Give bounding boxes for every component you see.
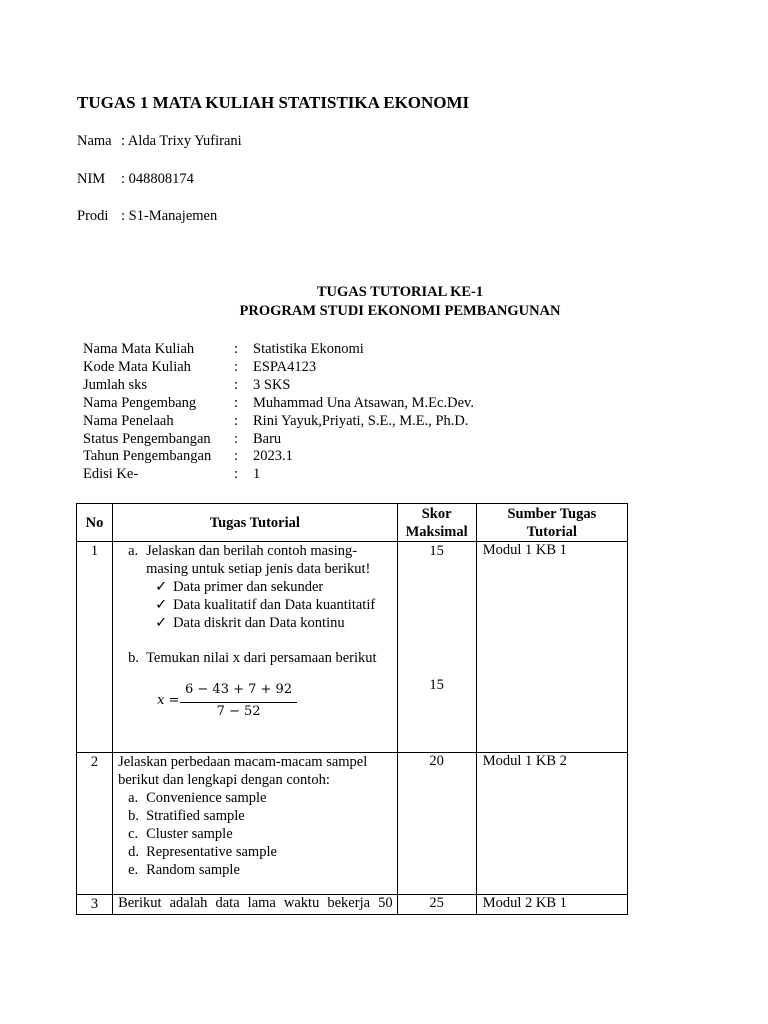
list-item: Random sample <box>146 862 240 878</box>
meta-row <box>83 359 474 377</box>
student-name-row <box>77 133 242 150</box>
meta-row <box>83 413 474 431</box>
item-marker: b. <box>128 808 139 824</box>
meta-row <box>83 431 474 449</box>
student-nim-label: NIM <box>77 171 106 187</box>
document-title: TUGAS 1 MATA KULIAH STATISTIKA EKONOMI <box>77 93 470 112</box>
task-cell <box>113 542 398 753</box>
formula-lhs: x = <box>157 693 180 708</box>
header-skor-line1: Skor <box>421 505 452 522</box>
meta-key: Status Pengembangan <box>83 430 211 447</box>
task-text: Jelaskan perbedaan macam-macam sampel <box>118 754 368 770</box>
course-metadata <box>83 341 474 484</box>
meta-key: Kode Mata Kuliah <box>83 358 191 375</box>
task-text: masing untuk setiap jenis data berikut! <box>146 561 371 577</box>
item-marker: c. <box>128 826 139 842</box>
task-text: berikut dan lengkapi dengan contoh: <box>118 772 330 788</box>
meta-value: 1 <box>253 466 261 483</box>
formula <box>157 682 317 722</box>
meta-key: Nama Penelaah <box>83 412 174 429</box>
meta-row <box>83 395 474 413</box>
meta-colon: : <box>234 376 239 393</box>
item-marker: a. <box>128 543 139 559</box>
meta-row <box>83 377 474 395</box>
header-source-line1: Sumber Tugas <box>507 505 597 522</box>
skor-cell: 25 <box>397 895 476 915</box>
table-header-row <box>77 504 628 542</box>
task-text: Jelaskan dan berilah contoh masing- <box>146 543 358 559</box>
student-prodi-row <box>77 208 217 225</box>
table-row <box>77 895 628 915</box>
check-item: Data primer dan sekunder <box>173 579 324 595</box>
source-cell: Modul 2 KB 1 <box>476 895 627 915</box>
item-marker: d. <box>128 844 139 860</box>
skor-cell <box>397 542 476 753</box>
row-number: 2 <box>77 753 113 895</box>
header-skor <box>397 504 476 542</box>
meta-value: Muhammad Una Atsawan, M.Ec.Dev. <box>253 394 474 411</box>
list-item: Cluster sample <box>146 826 233 842</box>
student-name-label: Nama <box>77 133 112 149</box>
meta-colon: : <box>234 430 239 447</box>
formula-denominator: 7 − 52 <box>216 704 261 719</box>
list-item: Stratified sample <box>146 808 245 824</box>
student-nim-value: : 048808174 <box>121 171 194 187</box>
meta-row <box>83 448 474 466</box>
task-cell <box>113 753 398 895</box>
meta-key: Nama Mata Kuliah <box>83 341 195 357</box>
meta-value: Baru <box>253 430 282 447</box>
header-source-line2: Tutorial <box>526 523 577 540</box>
source-cell: Modul 1 KB 1 <box>476 542 627 753</box>
fraction-bar <box>180 702 297 703</box>
skor-value: 15 <box>429 543 444 559</box>
student-prodi-value: : S1-Manajemen <box>121 208 218 224</box>
meta-row <box>83 341 474 359</box>
task-text: Berikut adalah data lama waktu bekerja 50 <box>118 895 393 911</box>
meta-key: Edisi Ke- <box>83 466 139 483</box>
header-no: No <box>77 504 113 542</box>
check-item: Data kualitatif dan Data kuantitatif <box>173 597 376 613</box>
row-number: 1 <box>77 542 113 753</box>
meta-key: Jumlah sks <box>83 376 148 393</box>
checkmark-icon: ✓ <box>155 615 168 631</box>
header-skor-line2: Maksimal <box>405 523 468 540</box>
meta-row <box>83 466 474 484</box>
program-heading: PROGRAM STUDI EKONOMI PEMBANGUNAN <box>239 303 561 319</box>
skor-value: 15 <box>429 677 444 693</box>
source-cell: Modul 1 KB 2 <box>476 753 627 895</box>
meta-key: Tahun Pengembangan <box>83 448 212 465</box>
meta-value: Statistika Ekonomi <box>253 341 364 357</box>
table-row <box>77 542 628 753</box>
student-name-value: : Alda Trixy Yufirani <box>121 133 242 149</box>
list-item: Representative sample <box>146 844 277 860</box>
meta-colon: : <box>234 358 239 375</box>
checkmark-icon: ✓ <box>155 597 168 613</box>
meta-value: Rini Yayuk,Priyati, S.E., M.E., Ph.D. <box>253 412 469 429</box>
meta-colon: : <box>234 412 239 429</box>
checkmark-icon: ✓ <box>155 579 168 595</box>
check-item: Data diskrit dan Data kontinu <box>173 615 345 631</box>
student-prodi-label: Prodi <box>77 208 109 224</box>
meta-key: Nama Pengembang <box>83 394 197 411</box>
header-source <box>476 504 627 542</box>
student-nim-row <box>77 171 194 188</box>
task-cell <box>113 895 398 915</box>
header-task: Tugas Tutorial <box>113 504 398 542</box>
meta-value: ESPA4123 <box>253 358 317 375</box>
list-item: Convenience sample <box>146 790 267 806</box>
row-number: 3 <box>77 895 113 915</box>
item-marker: b. <box>128 650 139 666</box>
meta-colon: : <box>234 448 239 465</box>
formula-numerator: 6 − 43 + 7 + 92 <box>185 682 293 697</box>
meta-colon: : <box>234 466 239 483</box>
meta-value: 3 SKS <box>253 376 291 393</box>
tutorial-heading: TUGAS TUTORIAL KE-1 <box>316 284 484 300</box>
item-marker: a. <box>128 790 139 806</box>
table-row <box>77 753 628 895</box>
meta-colon: : <box>234 394 239 411</box>
item-marker: e. <box>128 862 139 878</box>
skor-cell: 20 <box>397 753 476 895</box>
task-text: Temukan nilai x dari persamaan berikut <box>146 650 377 666</box>
task-table <box>76 503 628 915</box>
meta-colon: : <box>234 341 239 357</box>
meta-value: 2023.1 <box>253 448 293 465</box>
